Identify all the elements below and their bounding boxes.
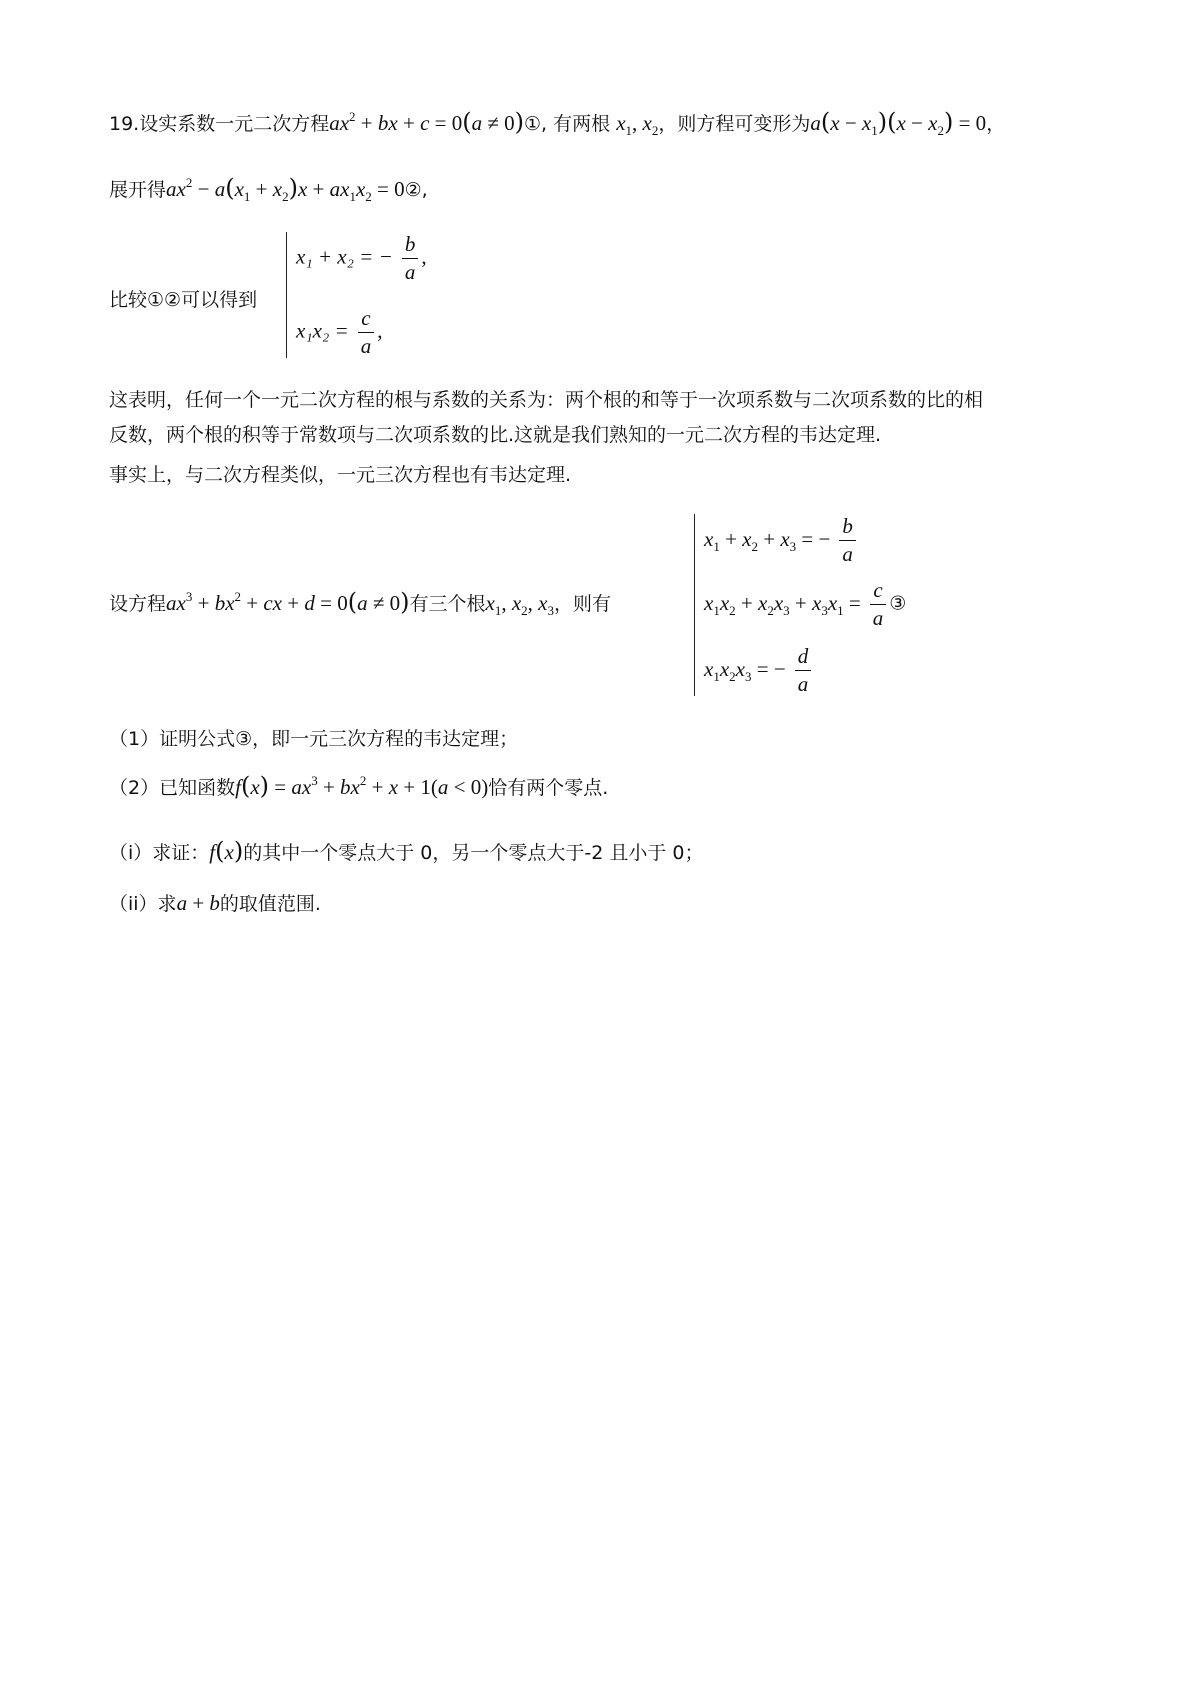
fraction-numerator: c	[873, 578, 883, 602]
fraction-b-over-a	[402, 232, 419, 285]
question-2	[109, 772, 608, 800]
cubic-prefix: 设方程	[109, 593, 167, 615]
circled-3: ③	[889, 592, 907, 615]
fraction-c-over-a	[358, 306, 375, 359]
line1-suffix: ，	[986, 113, 1006, 135]
fraction-numerator: c	[361, 306, 371, 330]
fraction-b-over-a	[839, 514, 856, 567]
cubic-pair-sum-lhs: $x_1x_2 + x_2x_3 + x_3x_1$ =	[704, 590, 861, 618]
qi-prefix: （i）求证：	[109, 842, 210, 864]
cubic-sum-lhs: $x_1 + x_2 + x_3$ = −	[704, 526, 831, 554]
roots-x1-x2-x3: $x_1$, $x_2$, $x_3$	[485, 591, 554, 618]
compare-row-1	[296, 232, 427, 285]
factored-form: $a(x - x_1)(x - x_2) = 0$	[810, 108, 987, 138]
paragraph-2: 事实上，与二次方程类似，一元三次方程也有韦达定理.	[109, 464, 572, 486]
fraction-c-over-a	[870, 578, 887, 631]
row1-tail: ,	[421, 244, 427, 269]
row2-tail: ,	[377, 318, 383, 343]
cubic-row-3	[704, 644, 814, 697]
paragraph-1-line-2: 反数，两个根的积等于常数项与二次项系数的比.这就是我们熟知的一元二次方程的韦达定理.	[109, 424, 882, 446]
a-plus-b: a + b	[176, 891, 220, 915]
left-brace-2x2	[286, 232, 287, 358]
qii-suffix: 的取值范围.	[219, 893, 321, 915]
line2-suffix: ②,	[404, 179, 428, 201]
line1-prefix: 19.设实系数一元二次方程	[109, 113, 330, 135]
line1-mid: ①, 有两根	[524, 113, 611, 135]
cubic-equation: $ax^3 + bx^2$ + cx + d = 0(a ≠ 0)	[166, 588, 410, 616]
cubic-mid: 有三个根	[409, 593, 486, 615]
roots-x1-x2: $x_1$, $x_2$	[616, 111, 659, 138]
fraction-denominator: a	[839, 540, 856, 567]
cubic-product-lhs: $x_1x_2x_3$ = −	[704, 656, 786, 684]
line1-mid2: ，则方程可变形为	[658, 113, 811, 135]
problem-line-2	[109, 174, 428, 202]
fraction-denominator: a	[870, 604, 887, 631]
expanded-form: $ax^2 - a(x_1 + x_2)x + ax_1x_2 = 0$	[166, 174, 405, 204]
problem-line-1	[109, 108, 1005, 136]
line2-prefix: 展开得	[109, 179, 167, 201]
qi-suffix: 的其中一个零点大于 0，另一个零点大于-2 且小于 0；	[243, 842, 704, 864]
paragraph-1-line-1: 这表明，任何一个一元二次方程的根与系数的关系为：两个根的和等于一次项系数与二次项系数的比的相	[109, 389, 984, 411]
question-2-i	[109, 837, 703, 865]
fraction-denominator: a	[402, 258, 419, 285]
q2-prefix: （2）已知函数	[109, 777, 236, 799]
cubic-row-2	[704, 578, 906, 631]
left-brace-3x3	[694, 514, 695, 696]
quadratic-equation: $ax^2$ + bx + c = 0(a ≠ 0)	[329, 108, 525, 136]
question-2-ii	[109, 889, 321, 916]
question-1: （1）证明公式③，即一元三次方程的韦达定理；	[109, 728, 519, 750]
cubic-mid2: ，则有	[553, 593, 611, 615]
sum-of-roots-lhs: x₁ + x₂ = −	[296, 244, 393, 269]
fraction-numerator: b	[842, 514, 853, 538]
fraction-numerator: d	[797, 644, 809, 668]
cubic-row-1	[704, 514, 859, 567]
fraction-d-over-a	[795, 644, 812, 697]
qii-prefix: （ii）求	[109, 893, 177, 915]
function-definition: $f(x) = ax^3 + bx^2 + x + 1(a < 0)$	[235, 772, 489, 800]
cubic-statement	[109, 588, 611, 616]
q2-suffix: 恰有两个零点.	[488, 777, 609, 799]
product-of-roots-lhs: x₁x₂ =	[296, 318, 349, 343]
compare-label-text: 比较①②可以得到	[109, 289, 258, 311]
compare-label	[109, 285, 257, 312]
fraction-denominator: a	[358, 332, 375, 359]
fraction-denominator: a	[795, 670, 812, 697]
f-of-x: f(x)	[209, 837, 244, 865]
fraction-numerator: b	[404, 232, 416, 256]
compare-row-2	[296, 306, 382, 359]
